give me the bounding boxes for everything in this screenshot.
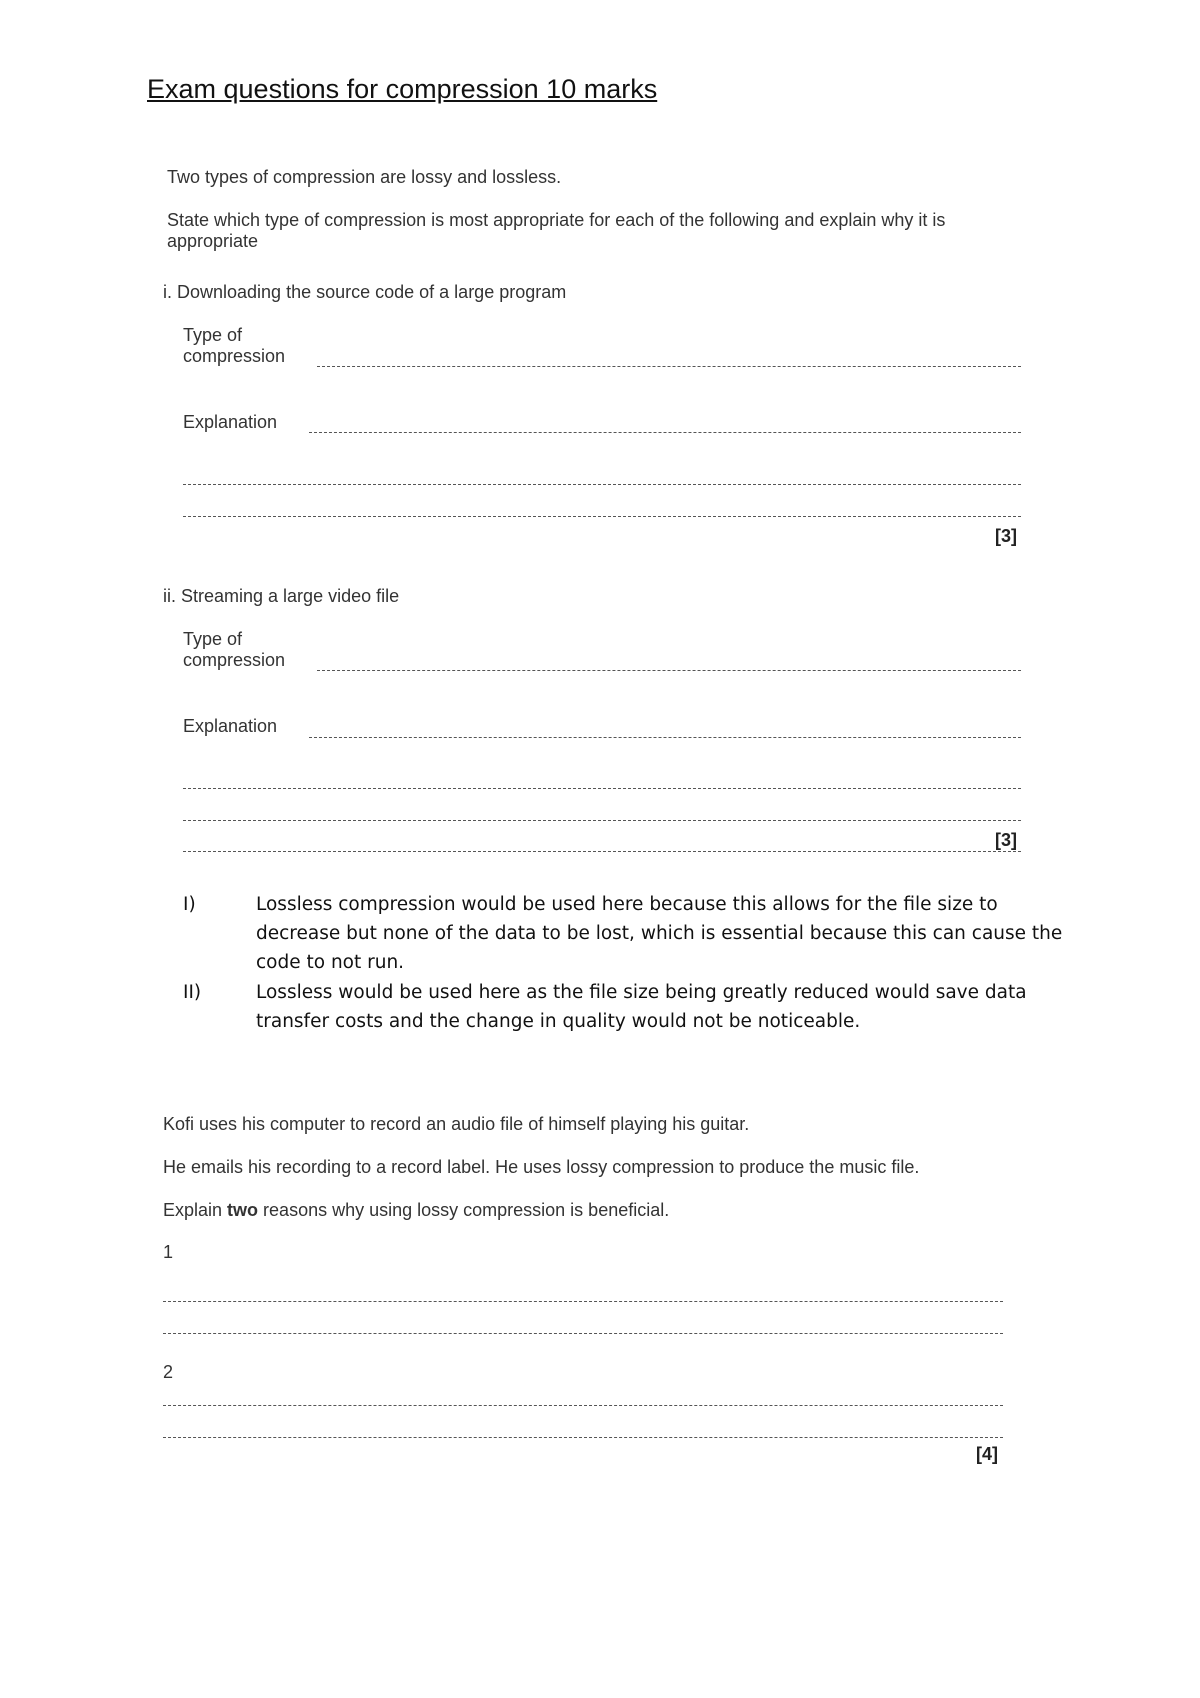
q2-answer-line-2b[interactable] (163, 1437, 1003, 1438)
q2-line-1: Kofi uses his computer to record an audio file of himself playing his guitar. (163, 1114, 750, 1134)
q2-answer-line-2a[interactable] (163, 1405, 1003, 1406)
part-ii-explanation-line-1[interactable] (309, 737, 1021, 738)
part-i-explanation-line-1[interactable] (309, 432, 1021, 433)
part-i-label: i. Downloading the source code of a large program (163, 282, 567, 302)
answer-text: Lossless compression would be used here because this allows for the file size to decrease but none of the data to be lost, which is essential because this can cause the code to not run. (256, 894, 1063, 973)
q1-intro: Two types of compression are lossy and lossless. (167, 167, 562, 187)
page-title: Exam questions for compression 10 marks (147, 74, 658, 104)
part-i-type-label-1: Type of (183, 325, 243, 345)
part-ii-explanation-line-2[interactable] (183, 788, 1021, 789)
part-ii-type-answer-line[interactable] (317, 670, 1021, 671)
part-i-type-answer-line[interactable] (317, 366, 1021, 367)
answer-text: Lossless would be used here as the file size being greatly reduced would save data transfer costs and the change in quality would not be noticeable. (256, 982, 1027, 1032)
part-ii-label: ii. Streaming a large video file (163, 586, 400, 606)
part-i-explanation-line-3[interactable] (183, 516, 1021, 517)
part-i-marks: [3] (995, 526, 1017, 546)
q1-instruction: State which type of compression is most appropriate for each of the following and explain why it is appropriate (167, 210, 946, 251)
part-i-explanation-label: Explanation (183, 412, 278, 432)
q2-answer-line-1a[interactable] (163, 1301, 1003, 1302)
answer-marker: I) (183, 894, 196, 915)
q2-number-1: 1 (163, 1242, 174, 1262)
answer-marker: II) (183, 982, 202, 1003)
part-i-explanation-line-2[interactable] (183, 484, 1021, 485)
q2-answer-line-1b[interactable] (163, 1333, 1003, 1334)
part-ii-explanation-label: Explanation (183, 716, 278, 736)
q2-line-2: He emails his recording to a record label. He uses lossy compression to produce the music file. (163, 1157, 920, 1177)
part-ii-marks: [3] (995, 830, 1017, 850)
part-ii-type-label-1: Type of (183, 629, 243, 649)
part-ii-type-label-2: compression (183, 650, 286, 670)
q2-number-2: 2 (163, 1362, 174, 1382)
part-ii-explanation-line-4[interactable] (183, 851, 1021, 852)
q2-line-3: Explain two reasons why using lossy compression is beneficial. (163, 1200, 670, 1220)
part-ii-explanation-line-3[interactable] (183, 820, 1021, 821)
q2-marks: [4] (976, 1444, 998, 1464)
part-i-type-label-2: compression (183, 346, 286, 366)
